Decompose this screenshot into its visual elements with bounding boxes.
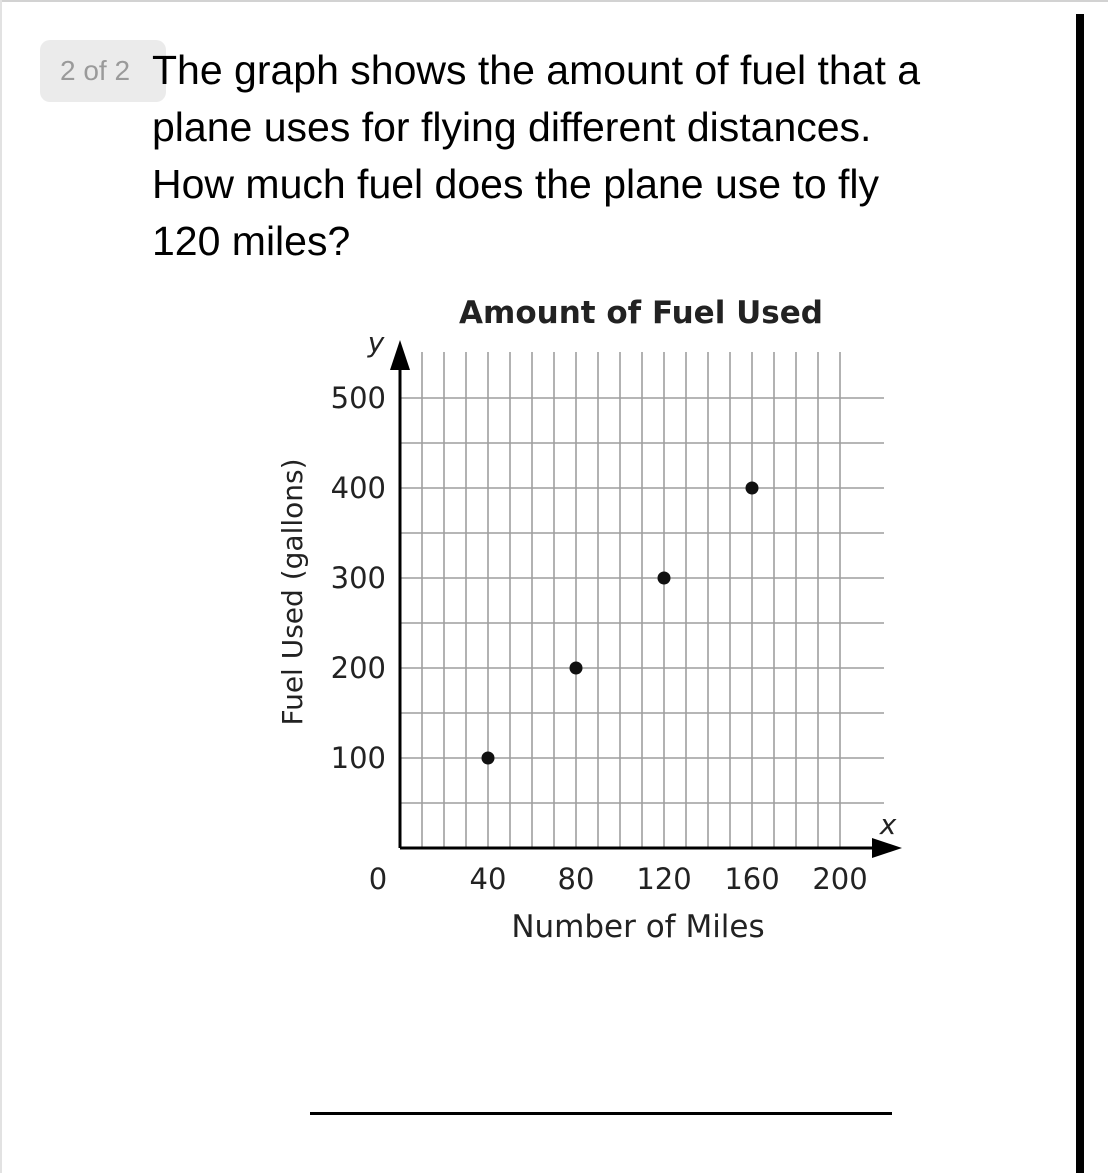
x-tick-label: 120 bbox=[636, 862, 692, 896]
data-point bbox=[658, 572, 671, 585]
chart-title: Amount of Fuel Used bbox=[459, 295, 823, 331]
answer-line bbox=[310, 1112, 892, 1115]
y-axis-letter: y bbox=[367, 326, 385, 359]
y-axis-title: Fuel Used (gallons) bbox=[276, 458, 309, 726]
question-line-2: plane uses for flying different distances. bbox=[152, 104, 872, 150]
y-tick-label: 100 bbox=[330, 741, 386, 775]
question-line-4: 120 miles? bbox=[152, 218, 351, 264]
tick-labels bbox=[331, 381, 868, 896]
page-counter-badge: 2 of 2 bbox=[40, 40, 166, 102]
origin-label: 0 bbox=[368, 862, 388, 896]
x-axis-title: Number of Miles bbox=[511, 909, 765, 945]
data-point bbox=[746, 482, 759, 495]
y-tick-label: 400 bbox=[330, 471, 386, 505]
question-line-1: The graph shows the amount of fuel that a bbox=[152, 47, 921, 93]
x-tick-label: 80 bbox=[557, 862, 595, 896]
grid bbox=[400, 352, 884, 848]
x-tick-label: 200 bbox=[812, 862, 868, 896]
x-tick-label: 40 bbox=[469, 862, 507, 896]
data-point bbox=[482, 752, 495, 765]
question-line-3: How much fuel does the plane use to fly bbox=[152, 161, 880, 207]
y-tick-label: 500 bbox=[330, 381, 386, 415]
y-axis-arrow bbox=[390, 340, 410, 370]
y-tick-label: 300 bbox=[330, 561, 386, 595]
y-tick-label: 200 bbox=[330, 651, 386, 685]
x-tick-label: 160 bbox=[724, 862, 780, 896]
x-axis-arrow bbox=[872, 838, 902, 858]
data-point bbox=[570, 662, 583, 675]
x-axis-letter: x bbox=[879, 808, 897, 841]
